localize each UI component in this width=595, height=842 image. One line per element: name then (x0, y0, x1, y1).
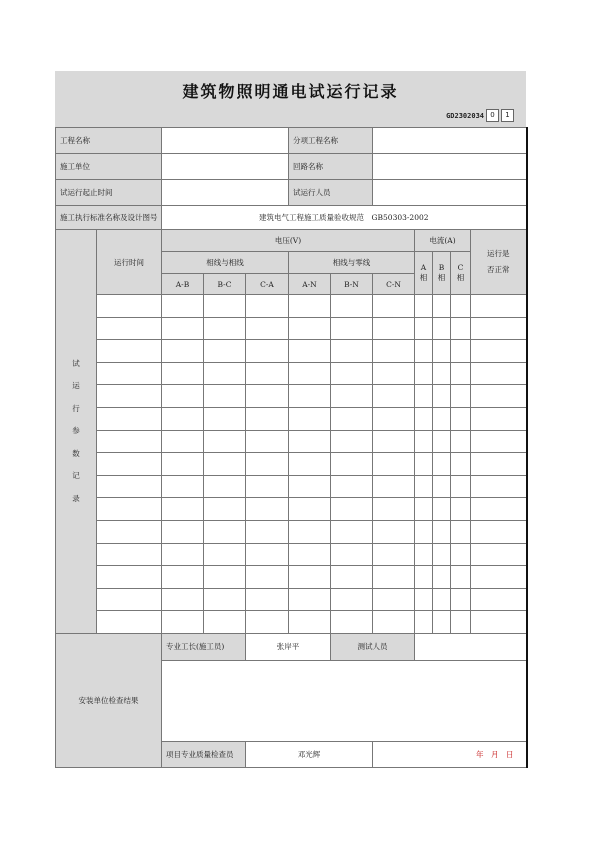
sub-project-label: 分项工程名称 (289, 128, 373, 154)
normal-cell[interactable] (471, 475, 527, 498)
table-row (56, 588, 527, 611)
data-cell[interactable] (246, 430, 289, 453)
data-cell[interactable] (204, 317, 246, 340)
data-cell[interactable] (331, 340, 373, 363)
form-title: 建筑物照明通电试运行记录 (182, 82, 399, 101)
run-time-cell[interactable] (97, 543, 162, 566)
data-cell[interactable] (204, 453, 246, 476)
data-cell[interactable] (451, 520, 471, 543)
normal-cell[interactable] (471, 611, 527, 634)
data-cell[interactable] (415, 588, 433, 611)
data-cell[interactable] (433, 407, 451, 430)
qc-name[interactable]: 邓光辉 (246, 741, 373, 767)
data-cell[interactable] (246, 385, 289, 408)
data-cell[interactable] (451, 362, 471, 385)
phase-a-header (415, 252, 433, 295)
run-time-cell[interactable] (97, 407, 162, 430)
table-row (56, 385, 527, 408)
data-cell[interactable] (289, 430, 331, 453)
run-time-cell[interactable] (97, 430, 162, 453)
data-cell[interactable] (162, 317, 204, 340)
data-cell[interactable] (204, 295, 246, 318)
normal-header (471, 230, 527, 295)
data-cell[interactable] (204, 475, 246, 498)
current-header: 电流(A) (415, 230, 471, 252)
phase-to-neutral-header: 相线与零线 (289, 252, 415, 274)
data-cell[interactable] (162, 385, 204, 408)
data-cell[interactable] (415, 611, 433, 634)
data-cell[interactable] (415, 543, 433, 566)
data-cell[interactable] (451, 407, 471, 430)
circuit-field[interactable] (373, 154, 527, 180)
data-cell[interactable] (331, 543, 373, 566)
data-cell[interactable] (433, 498, 451, 521)
data-cell[interactable] (162, 340, 204, 363)
foreman-label: 专业工长(施工员) (162, 633, 246, 660)
data-cell[interactable] (162, 611, 204, 634)
data-cell[interactable] (331, 498, 373, 521)
data-cell[interactable] (433, 543, 451, 566)
data-cell[interactable] (451, 498, 471, 521)
col-ab-header: A-B (162, 274, 204, 295)
run-time-header: 运行时间 (97, 230, 162, 295)
section-label-text: 试运行参数记录 (72, 358, 80, 503)
data-cell[interactable] (246, 362, 289, 385)
run-time-cell[interactable] (97, 475, 162, 498)
data-cell[interactable] (433, 340, 451, 363)
data-cell[interactable] (289, 385, 331, 408)
table-row (56, 520, 527, 543)
data-cell[interactable] (451, 317, 471, 340)
data-cell[interactable] (415, 407, 433, 430)
data-cell[interactable] (331, 317, 373, 340)
run-time-cell[interactable] (97, 317, 162, 340)
data-cell[interactable] (204, 362, 246, 385)
normal-header-text: 运行是否正常 (487, 249, 510, 274)
data-cell[interactable] (289, 543, 331, 566)
data-cell[interactable] (246, 317, 289, 340)
data-cell[interactable] (289, 566, 331, 589)
data-cell[interactable] (204, 543, 246, 566)
data-cell[interactable] (204, 566, 246, 589)
test-person-label: 试运行人员 (289, 180, 373, 206)
data-cell[interactable] (289, 453, 331, 476)
data-cell[interactable] (289, 588, 331, 611)
circuit-label: 回路名称 (289, 154, 373, 180)
data-cell[interactable] (289, 498, 331, 521)
data-cell[interactable] (373, 317, 415, 340)
run-time-cell[interactable] (97, 362, 162, 385)
data-cell[interactable] (373, 588, 415, 611)
code-box-1[interactable]: 0 (486, 109, 499, 122)
data-cell[interactable] (162, 407, 204, 430)
phase-c-header (451, 252, 471, 295)
table-row (56, 475, 527, 498)
data-cell[interactable] (373, 385, 415, 408)
run-time-cell[interactable] (97, 588, 162, 611)
record-table (55, 127, 528, 768)
normal-cell[interactable] (471, 385, 527, 408)
data-cell[interactable] (433, 453, 451, 476)
date-label: 年 月 日 (373, 741, 527, 767)
data-cell[interactable] (289, 295, 331, 318)
data-cell[interactable] (433, 611, 451, 634)
normal-cell[interactable] (471, 430, 527, 453)
data-cell[interactable] (331, 453, 373, 476)
data-cell[interactable] (451, 566, 471, 589)
col-ca-header: C-A (246, 274, 289, 295)
data-cell[interactable] (204, 407, 246, 430)
col-an-header: A-N (289, 274, 331, 295)
form-header (55, 71, 526, 127)
data-cell[interactable] (162, 295, 204, 318)
phase-to-phase-header: 相线与相线 (162, 252, 289, 274)
test-period-field[interactable] (162, 180, 289, 206)
data-cell[interactable] (415, 295, 433, 318)
data-cell[interactable] (331, 475, 373, 498)
data-cell[interactable] (415, 498, 433, 521)
test-period-label: 试运行起止时间 (56, 180, 162, 206)
sub-project-field[interactable] (373, 128, 527, 154)
data-cell[interactable] (162, 475, 204, 498)
data-cell[interactable] (331, 385, 373, 408)
normal-cell[interactable] (471, 453, 527, 476)
data-cell[interactable] (289, 340, 331, 363)
data-cell[interactable] (289, 362, 331, 385)
data-cell[interactable] (289, 611, 331, 634)
data-cell[interactable] (433, 588, 451, 611)
data-cell[interactable] (331, 520, 373, 543)
data-cell[interactable] (433, 385, 451, 408)
data-cell[interactable] (373, 543, 415, 566)
result-label: 安装单位检查结果 (56, 633, 162, 767)
tester-field[interactable] (415, 633, 527, 660)
data-cell[interactable] (162, 588, 204, 611)
data-cell[interactable] (451, 453, 471, 476)
test-person-field[interactable] (373, 180, 527, 206)
data-cell[interactable] (451, 611, 471, 634)
data-cell[interactable] (451, 543, 471, 566)
data-cell[interactable] (246, 453, 289, 476)
table-row (56, 317, 527, 340)
table-row (56, 566, 527, 589)
col-cn-header: C-N (373, 274, 415, 295)
data-cell[interactable] (246, 566, 289, 589)
table-row (56, 453, 527, 476)
table-row (56, 543, 527, 566)
data-cell[interactable] (162, 520, 204, 543)
data-cell[interactable] (373, 407, 415, 430)
phase-b-header (433, 252, 451, 295)
data-cell[interactable] (331, 611, 373, 634)
qc-label: 项目专业质量检查员 (162, 741, 246, 767)
run-time-cell[interactable] (97, 520, 162, 543)
contractor-label: 施工单位 (56, 154, 162, 180)
data-cell[interactable] (415, 340, 433, 363)
run-time-cell[interactable] (97, 385, 162, 408)
data-cell[interactable] (331, 430, 373, 453)
data-cell[interactable] (246, 295, 289, 318)
data-cell[interactable] (373, 498, 415, 521)
tester-label: 测试人员 (331, 633, 415, 660)
form-code-text: GD2302034 (446, 111, 484, 120)
table-row (56, 407, 527, 430)
code-box-2[interactable]: 1 (501, 109, 514, 122)
normal-cell[interactable] (471, 407, 527, 430)
form-code (446, 109, 514, 122)
run-time-cell[interactable] (97, 498, 162, 521)
data-cell[interactable] (451, 295, 471, 318)
data-cell[interactable] (373, 453, 415, 476)
data-cell[interactable] (204, 340, 246, 363)
table-row (56, 340, 527, 363)
normal-cell[interactable] (471, 317, 527, 340)
data-cell[interactable] (415, 385, 433, 408)
data-cell[interactable] (415, 430, 433, 453)
data-cell[interactable] (415, 520, 433, 543)
data-cell[interactable] (162, 543, 204, 566)
contractor-field[interactable] (162, 154, 289, 180)
normal-cell[interactable] (471, 362, 527, 385)
data-cell[interactable] (204, 588, 246, 611)
data-cell[interactable] (433, 295, 451, 318)
standard-value: 建筑电气工程施工质量验收规范 GB50303-2002 (162, 206, 527, 230)
normal-cell[interactable] (471, 543, 527, 566)
data-cell[interactable] (433, 317, 451, 340)
phase-a-text: A相 (419, 263, 428, 282)
project-name-label: 工程名称 (56, 128, 162, 154)
data-cell[interactable] (204, 430, 246, 453)
data-cell[interactable] (162, 430, 204, 453)
run-time-cell[interactable] (97, 340, 162, 363)
data-cell[interactable] (373, 295, 415, 318)
data-cell[interactable] (246, 498, 289, 521)
data-cell[interactable] (331, 588, 373, 611)
data-cell[interactable] (246, 475, 289, 498)
data-cell[interactable] (415, 566, 433, 589)
normal-cell[interactable] (471, 520, 527, 543)
data-cell[interactable] (373, 430, 415, 453)
record-sheet (55, 71, 526, 768)
table-row (56, 611, 527, 634)
col-bn-header: B-N (331, 274, 373, 295)
data-cell[interactable] (246, 611, 289, 634)
data-cell[interactable] (433, 362, 451, 385)
data-cell[interactable] (415, 362, 433, 385)
data-cell[interactable] (289, 520, 331, 543)
data-cell[interactable] (331, 566, 373, 589)
data-cell[interactable] (373, 611, 415, 634)
data-cell[interactable] (162, 498, 204, 521)
data-cell[interactable] (246, 407, 289, 430)
data-cell[interactable] (331, 362, 373, 385)
voltage-header: 电压(V) (162, 230, 415, 252)
data-cell[interactable] (451, 340, 471, 363)
data-cell[interactable] (246, 520, 289, 543)
table-row (56, 362, 527, 385)
normal-cell[interactable] (471, 566, 527, 589)
run-time-cell[interactable] (97, 453, 162, 476)
data-cell[interactable] (162, 566, 204, 589)
data-cell[interactable] (451, 385, 471, 408)
normal-cell[interactable] (471, 498, 527, 521)
data-cell[interactable] (451, 430, 471, 453)
data-cell[interactable] (246, 340, 289, 363)
data-cell[interactable] (246, 588, 289, 611)
normal-cell[interactable] (471, 295, 527, 318)
data-cell[interactable] (415, 317, 433, 340)
standard-label: 施工执行标准名称及设计图号 (56, 206, 162, 230)
data-cell[interactable] (433, 430, 451, 453)
run-time-cell[interactable] (97, 295, 162, 318)
data-cell[interactable] (331, 295, 373, 318)
normal-cell[interactable] (471, 588, 527, 611)
data-cell[interactable] (289, 475, 331, 498)
data-cell[interactable] (331, 407, 373, 430)
data-cell[interactable] (373, 566, 415, 589)
data-cell[interactable] (204, 611, 246, 634)
data-cell[interactable] (289, 317, 331, 340)
phase-c-text: C相 (456, 263, 465, 282)
data-cell[interactable] (162, 453, 204, 476)
data-cell[interactable] (204, 385, 246, 408)
col-bc-header: B-C (204, 274, 246, 295)
result-field[interactable] (162, 660, 527, 741)
project-name-field[interactable] (162, 128, 289, 154)
data-cell[interactable] (162, 362, 204, 385)
foreman-name[interactable]: 张岸平 (246, 633, 331, 660)
table-row (56, 498, 527, 521)
data-cell[interactable] (373, 340, 415, 363)
data-cell[interactable] (246, 543, 289, 566)
data-cell[interactable] (373, 475, 415, 498)
data-cell[interactable] (373, 362, 415, 385)
run-time-cell[interactable] (97, 566, 162, 589)
data-cell[interactable] (289, 407, 331, 430)
data-cell[interactable] (204, 520, 246, 543)
run-time-cell[interactable] (97, 611, 162, 634)
data-cell[interactable] (433, 566, 451, 589)
data-cell[interactable] (433, 475, 451, 498)
data-cell[interactable] (451, 475, 471, 498)
data-cell[interactable] (433, 520, 451, 543)
data-cell[interactable] (415, 475, 433, 498)
normal-cell[interactable] (471, 340, 527, 363)
section-label (56, 230, 97, 634)
data-cell[interactable] (415, 453, 433, 476)
phase-b-text: B相 (437, 263, 446, 282)
data-cell[interactable] (373, 520, 415, 543)
table-row (56, 430, 527, 453)
data-cell[interactable] (451, 588, 471, 611)
data-cell[interactable] (204, 498, 246, 521)
table-row (56, 295, 527, 318)
